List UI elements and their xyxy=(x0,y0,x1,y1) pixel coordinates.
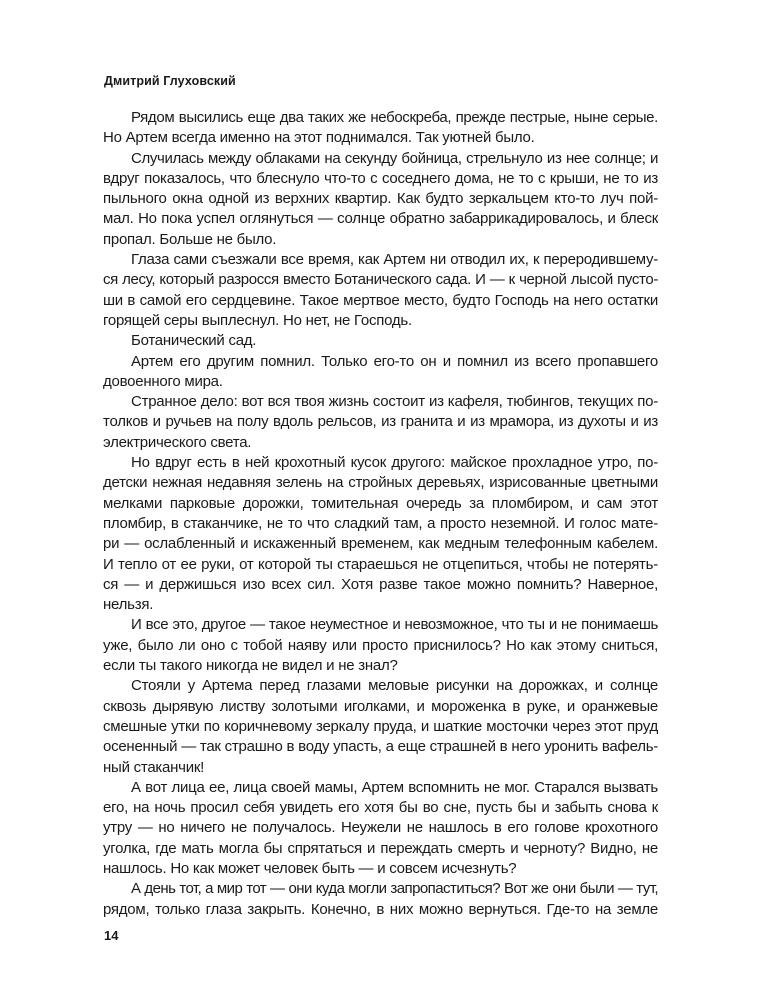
text-line: электрического света. xyxy=(103,433,252,451)
text-line: сквозь дырявую листву золотыми иголками, и мороженка в руке, и оранжевые xyxy=(103,697,658,715)
text-line: ный стаканчик! xyxy=(103,758,205,776)
paragraph xyxy=(103,778,658,879)
text-line: рядом, только глаза закрыть. Конечно, в них можно вернуться. Где-то на земле xyxy=(103,900,658,918)
paragraph xyxy=(103,392,658,453)
paragraph xyxy=(103,250,658,331)
text-line: Случилась между облаками на секунду бойница, стрельнуло из нее солнце; и xyxy=(131,149,658,167)
paragraph xyxy=(103,108,658,149)
text-line: ся — и держишься изо всех сил. Хотя разве такое можно помнить? Наверное, xyxy=(103,575,658,593)
text-line: пыльного окна одной из верхних квартир. Как будто зеркальцем кто-то луч пой- xyxy=(103,190,658,208)
text-line: ши в самой его сердцевине. Такое мертвое место, будто Господь на него остатки xyxy=(103,291,658,309)
body-text xyxy=(103,108,658,920)
text-line: если ты такого никогда не видел и не знал? xyxy=(103,657,398,675)
text-line: смешные утки по коричневому зеркалу пруда, и шаткие мосточки через этот пруд xyxy=(103,717,658,735)
text-line: нашлось. Но как может человек быть — и совсем исчезнуть? xyxy=(103,859,517,877)
text-line: ся лесу, который разросся вместо Ботанического сада. И — к черной лысой пусто- xyxy=(103,271,658,289)
text-line: А день тот, а мир тот — они куда могли запропаститься? Вот же они были — тут, xyxy=(131,880,658,898)
paragraph xyxy=(103,615,658,676)
paragraph xyxy=(103,331,658,351)
text-line: осененный — так страшно в воду упасть, а еще страшней в него уронить вафель- xyxy=(103,738,658,756)
text-line: Но Артем всегда именно на этот поднимался. Так уютней было. xyxy=(103,129,535,147)
text-line: мелками парковые дорожки, томительная очередь за пломбиром, и сам этот xyxy=(103,494,658,512)
text-line: И тепло от ее руки, от которой ты стараешься не отцепиться, чтобы не потерять- xyxy=(103,555,658,573)
text-line: детски нежная недавняя зелень на стройных деревьях, изрисованные цветными xyxy=(103,474,658,492)
text-line: нельзя. xyxy=(103,596,154,614)
text-line: Но вдруг есть в ней крохотный кусок другого: майское прохладное утро, по- xyxy=(131,454,658,472)
text-line: ри — ослабленный и искаженный временем, как медным телефонным кабелем. xyxy=(103,535,658,553)
text-line: И все это, другое — такое неуместное и невозможное, что ты и не понимаешь xyxy=(131,616,658,634)
text-line: Стояли у Артема перед глазами меловые рисунки на дорожках, и солнце xyxy=(131,677,658,695)
running-head-author: Дмитрий Глуховский xyxy=(104,74,236,88)
text-line: уже, было ли оно с тобой наяву или просто приснилось? Но как этому сниться, xyxy=(103,636,658,654)
text-line: вдруг показалось, что блеснуло что-то с соседнего дома, не то с крыши, не то из xyxy=(103,169,658,187)
text-line: Ботанический сад. xyxy=(131,332,257,350)
paragraph xyxy=(103,453,658,615)
page-number: 14 xyxy=(104,928,119,943)
text-line: пропал. Больше не было. xyxy=(103,230,277,248)
text-line: мал. Но пока успел оглянуться — солнце обратно забаррикадировалось, и блеск xyxy=(103,210,658,228)
text-line: уголка, где мать могла бы спрятаться и переждать смерть и черноту? Видно, не xyxy=(103,839,658,857)
paragraph xyxy=(103,879,658,920)
paragraph xyxy=(103,352,658,393)
text-line: довоенного мира. xyxy=(103,372,223,390)
text-line: его, на ночь просил себя увидеть его хотя бы во сне, пусть бы и забыть снова к xyxy=(103,799,658,817)
text-line: утру — но ничего не получалось. Неужели не нашлось в его голове крохотного xyxy=(103,819,658,837)
text-line: Странное дело: вот вся твоя жизнь состоит из кафеля, тюбингов, текущих по- xyxy=(131,393,658,411)
text-line: А вот лица ее, лица своей мамы, Артем вспомнить не мог. Старался вызвать xyxy=(131,778,658,796)
paragraph xyxy=(103,676,658,777)
text-line: Глаза сами съезжали все время, как Артем ни отводил их, к переродившему- xyxy=(131,251,658,269)
text-line: Артем его другим помнил. Только его-то он и помнил из всего пропавшего xyxy=(131,352,658,370)
text-line: пломбир, в стаканчике, не то что сладкий там, а просто неземной. И голос мате- xyxy=(103,514,658,532)
paragraph xyxy=(103,149,658,250)
text-line: горящей серы выплеснул. Но нет, не Господь. xyxy=(103,311,412,329)
text-line: Рядом высились еще два таких же небоскреба, прежде пестрые, ныне серые. xyxy=(131,109,658,126)
text-line: толков и ручьев на полу вдоль рельсов, из гранита и из мрамора, из духоты и из xyxy=(103,413,658,431)
